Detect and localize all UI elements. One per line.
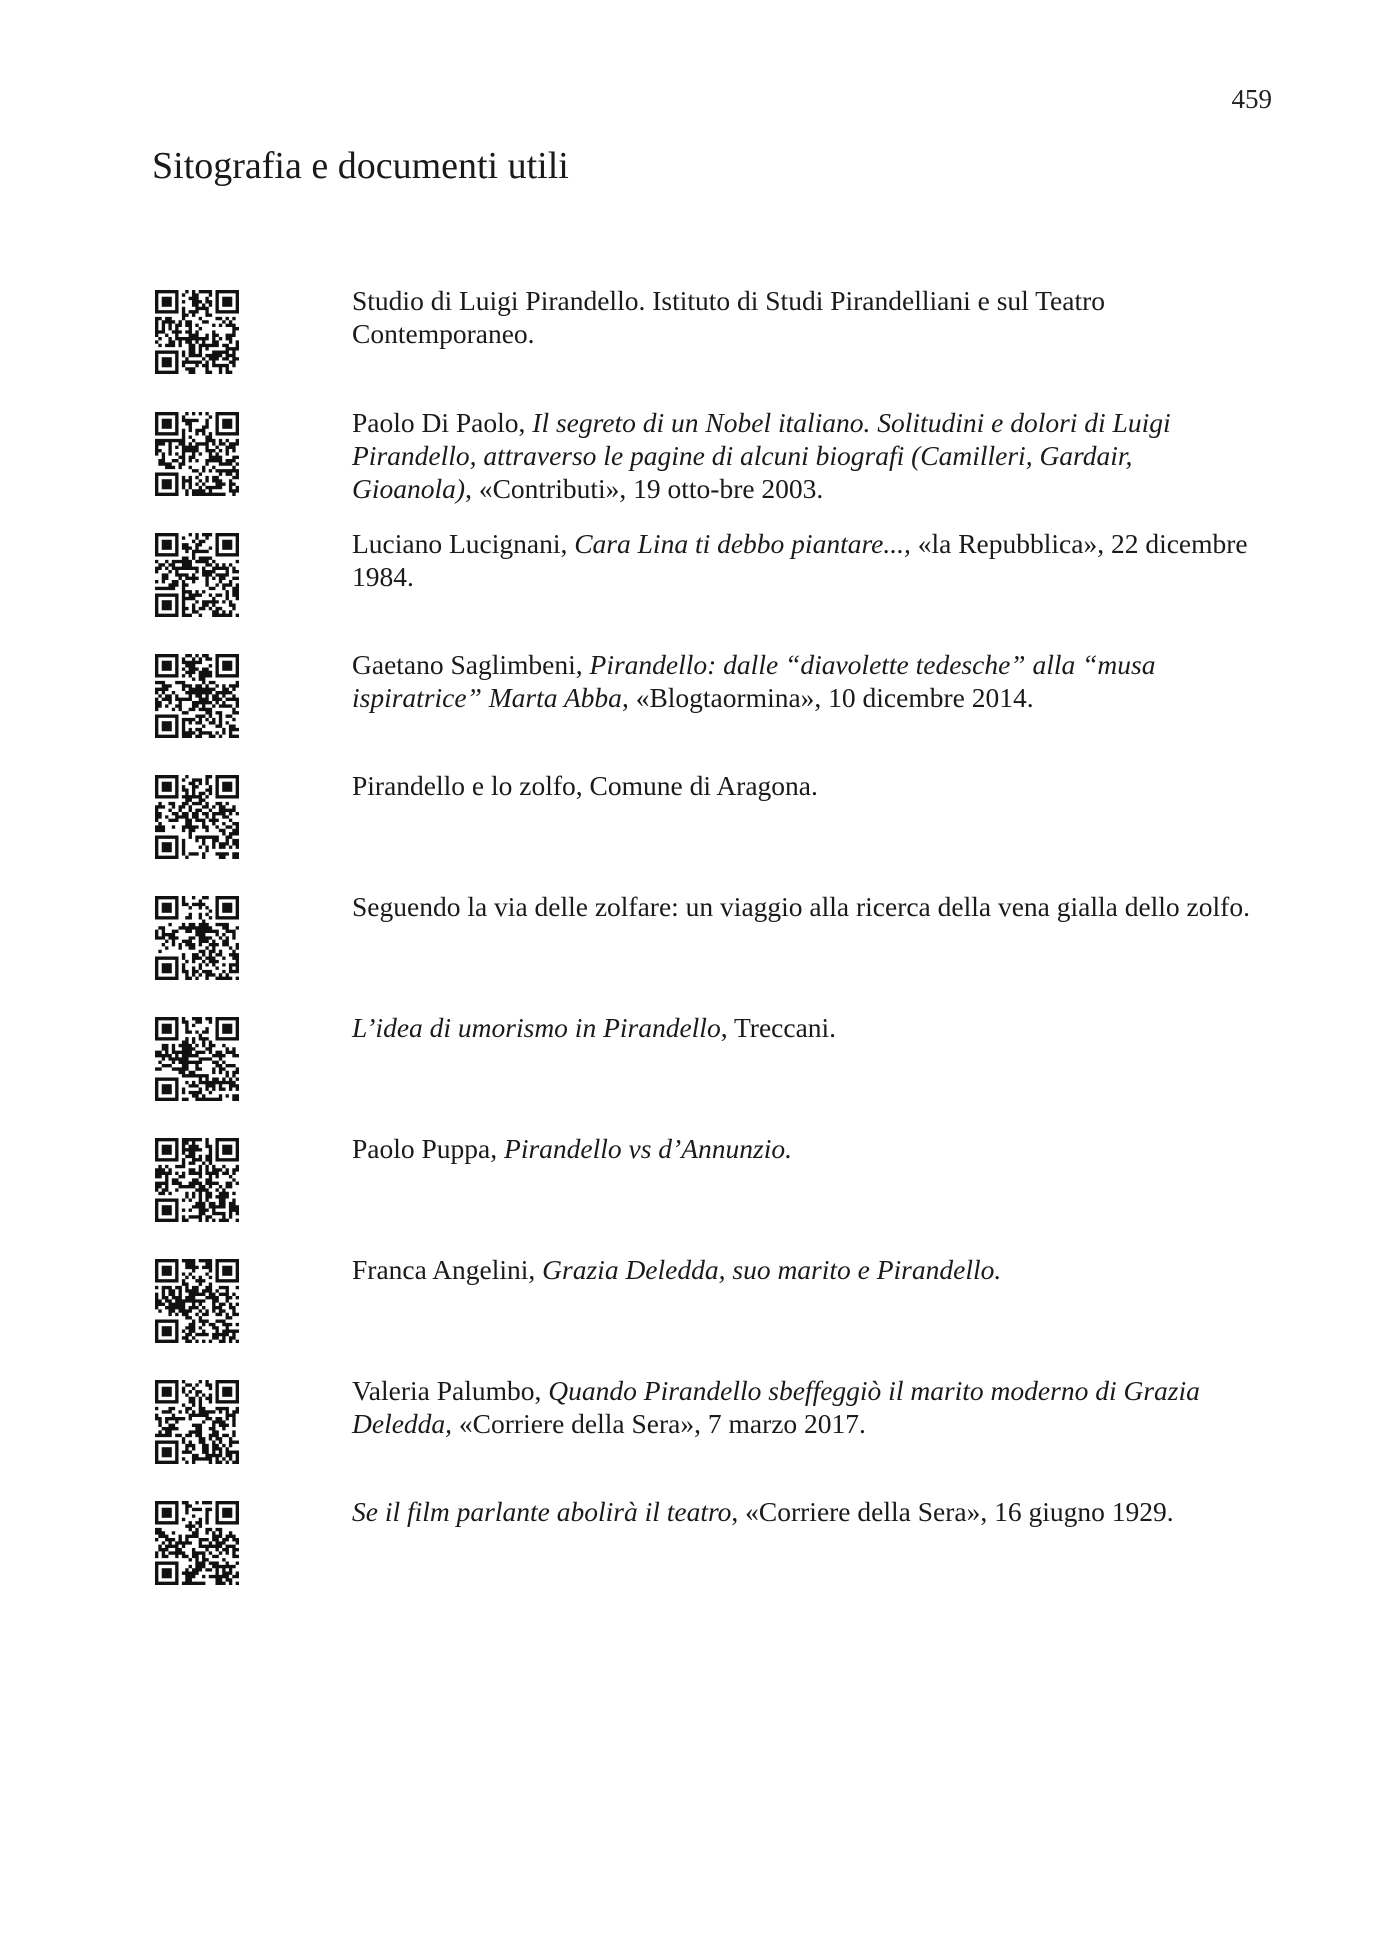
- list-item: [155, 1133, 1255, 1222]
- qr-code-icon: [155, 1259, 239, 1343]
- entry-title: Se il film parlante abolirà il teatro: [352, 1496, 732, 1527]
- entry-text: [352, 1132, 1255, 1165]
- page-number: 459: [1231, 84, 1272, 114]
- entry-title: Pirandello: dalle “diavolette tedesche” alla “musa ispiratrice” Marta Abba: [352, 649, 1156, 713]
- entry-title: Cara Lina ti debbo piantare...,: [574, 528, 911, 559]
- entry-text: [352, 284, 1255, 350]
- entry-text-part: , Treccani.: [720, 1012, 837, 1043]
- entry-text-part: , «Blogtaormina», 10 dicembre 2014.: [621, 682, 1034, 713]
- entry-title: Il segreto di un Nobel italiano. Solitudini e dolori di Luigi Pirandello, attraverso le pagine di alcuni biografi (Camilleri, Gardair, Gioanola): [352, 407, 1171, 504]
- entry-text-part: Paolo Di Paolo,: [352, 407, 533, 438]
- qr-code-icon: [155, 654, 239, 738]
- list-item: [155, 1496, 1255, 1585]
- entry-text: [352, 406, 1255, 505]
- qr-code-icon: [155, 896, 239, 980]
- entry-text-part: Pirandello e lo zolfo, Comune di Aragona.: [352, 770, 818, 801]
- entry-title: Quando Pirandello sbeffeggiò il marito moderno di Grazia Deledda,: [352, 1375, 1200, 1439]
- entry-text: [352, 1374, 1255, 1440]
- qr-code-icon: [155, 1501, 239, 1585]
- entry-text-part: Seguendo la via delle zolfare: un viaggio alla ricerca della vena gialla dello zolfo.: [352, 891, 1250, 922]
- entry-text-part: Paolo Puppa,: [352, 1133, 505, 1164]
- list-item: [155, 1012, 1255, 1101]
- qr-code-icon: [155, 1017, 239, 1101]
- list-item: [155, 891, 1255, 980]
- entry-text: [352, 527, 1255, 593]
- qr-code-icon: [155, 290, 239, 374]
- entry-text-part: Gaetano Saglimbeni,: [352, 649, 590, 680]
- list-item: [155, 649, 1255, 738]
- entry-text-part: «la Repubblica», 22 dicembre 1984.: [352, 528, 1248, 592]
- page-title: Sitografia e documenti utili: [152, 145, 569, 187]
- qr-code-icon: [155, 775, 239, 859]
- entry-text: [352, 648, 1255, 714]
- qr-code-icon: [155, 1380, 239, 1464]
- entry-title: L’idea di umorismo in Pirandello: [352, 1012, 721, 1043]
- entry-title: Pirandello vs d’Annunzio.: [504, 1133, 792, 1164]
- entry-text: [352, 1011, 1255, 1044]
- qr-code-icon: [155, 533, 239, 617]
- entry-text-part: «Corriere della Sera», 7 marzo 2017.: [452, 1408, 866, 1439]
- list-item: [155, 407, 1255, 505]
- list-item: [155, 1254, 1255, 1343]
- entry-title: Grazia Deledda, suo marito e Pirandello.: [542, 1254, 1002, 1285]
- entry-text: [352, 1253, 1255, 1286]
- list-item: [155, 1375, 1255, 1464]
- entry-text-part: Franca Angelini,: [352, 1254, 543, 1285]
- list-item: [155, 528, 1255, 617]
- entry-text-part: Valeria Palumbo,: [352, 1375, 549, 1406]
- entry-text-part: , «Corriere della Sera», 16 giugno 1929.: [731, 1496, 1174, 1527]
- entry-text-part: Studio di Luigi Pirandello. Istituto di Studi Pirandelliani e sul Teatro Contemporaneo.: [352, 285, 1106, 349]
- entry-text: [352, 890, 1255, 923]
- entry-text-part: Luciano Lucignani,: [352, 528, 575, 559]
- entry-text-part: , «Contributi», 19 otto-bre 2003.: [465, 473, 824, 504]
- list-item: [155, 770, 1255, 859]
- qr-code-icon: [155, 1138, 239, 1222]
- qr-code-icon: [155, 412, 239, 496]
- entry-text: [352, 1495, 1255, 1528]
- list-item: [155, 285, 1255, 374]
- entry-text: [352, 769, 1255, 802]
